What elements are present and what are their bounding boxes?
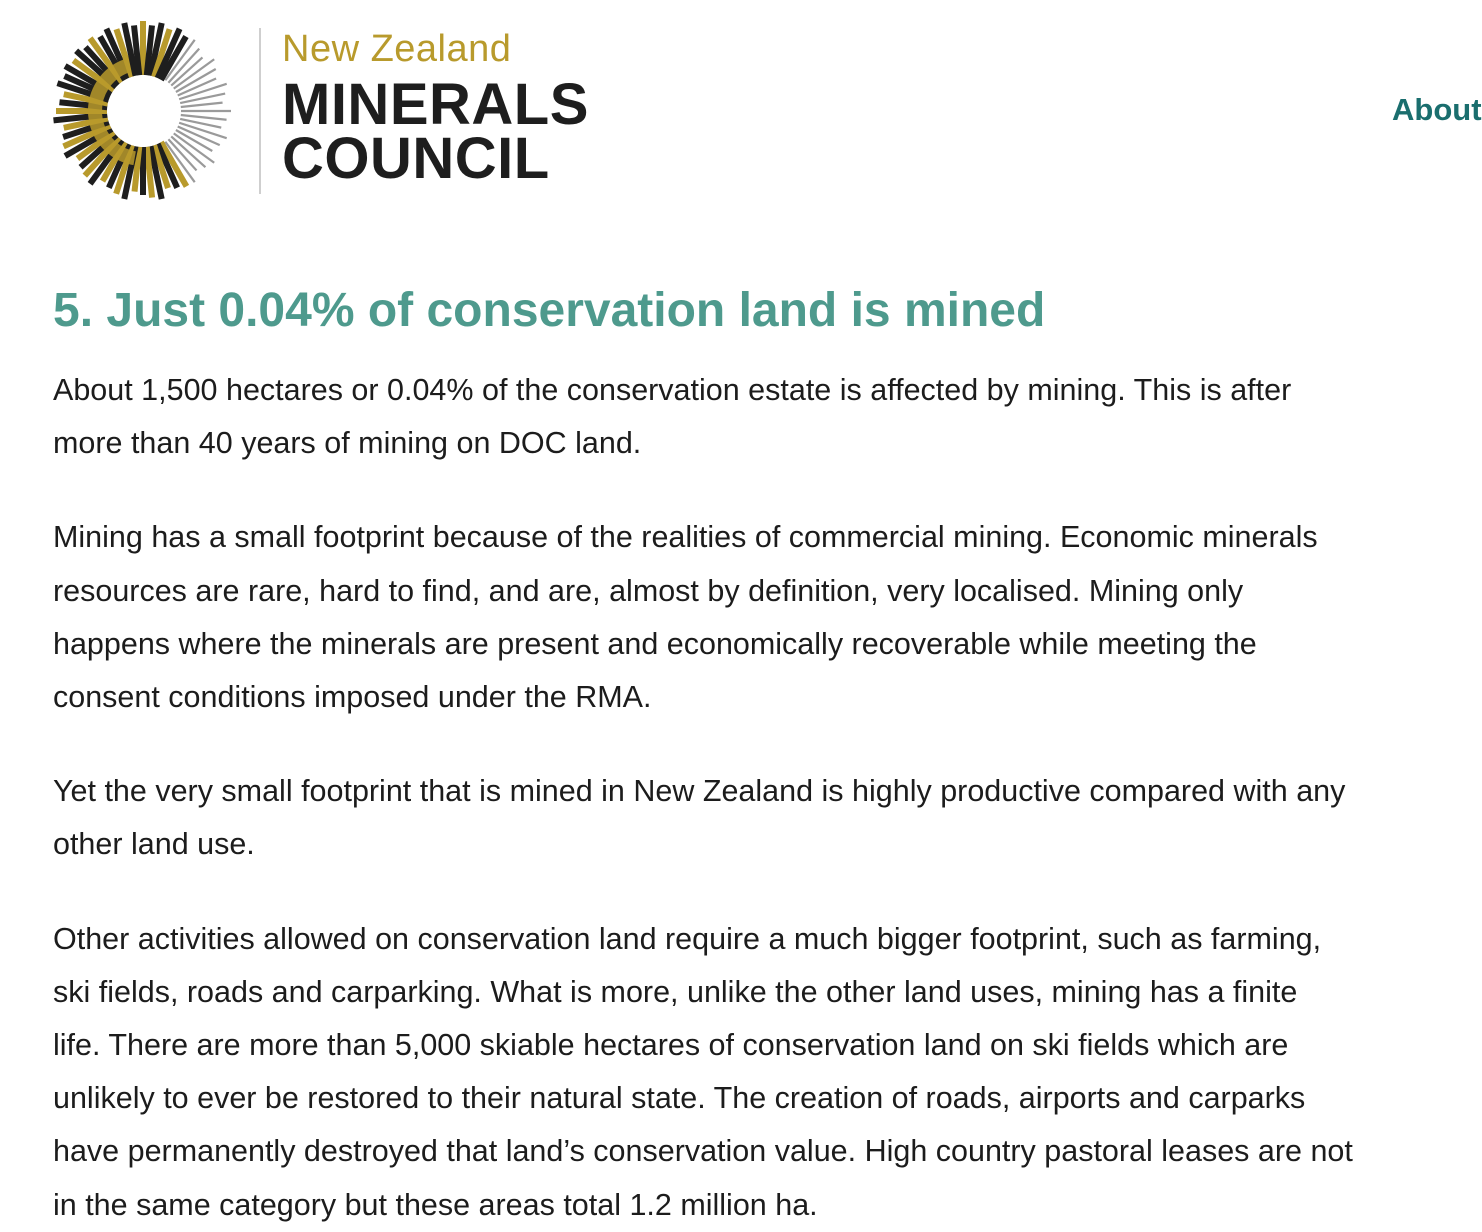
logo-ray	[181, 115, 227, 120]
article-content	[53, 280, 1353, 1232]
nav-link-about[interactable]: About	[1392, 92, 1482, 127]
logo-ray	[180, 119, 221, 128]
article-paragraph-1: About 1,500 hectares or 0.04% of the conservation estate is affected by mining. This is after more than 40 years of mining on DOC land.	[53, 373, 1292, 461]
logo-line-council: COUNCIL	[282, 126, 550, 191]
article-paragraph-2: Mining has a small footprint because of the realities of commercial mining. Economic minerals resources are rare, hard to find, and are, almost by definition, very localised. Mining only happens where the minerals are present and economically recoverable while meeting the consent conditions imposed under the RMA.	[53, 520, 1318, 715]
logo-ray	[180, 94, 225, 104]
site-header	[0, 0, 1482, 220]
logo-wordmark[interactable]	[282, 26, 589, 191]
sunburst-logo-icon[interactable]	[50, 18, 236, 204]
logo-ray	[181, 103, 223, 107]
article-paragraph-4: Other activities allowed on conservation land require a much bigger footprint, such as farming, ski fields, roads and carparking. What is more, unlike the other land uses, mining has a finite life. There are more than 5,000 skiable hectares of conservation land on ski fields which are unlikely to ever be restored to their natural state. The creation of roads, airports and carparks have permanently destroyed that land’s conservation value. High country pastoral leases are not in the same category but these areas total 1.2 million ha.	[53, 921, 1353, 1222]
logo-centre	[113, 81, 173, 141]
logo-line-new-zealand: New Zealand	[282, 28, 512, 70]
article-paragraph-3: Yet the very small footprint that is mined in New Zealand is highly productive compared with any other land use.	[53, 774, 1346, 862]
article-heading: 5. Just 0.04% of conservation land is mined	[53, 284, 1046, 337]
logo-divider	[259, 28, 261, 194]
logo-line-minerals: MINERALS	[282, 72, 589, 137]
